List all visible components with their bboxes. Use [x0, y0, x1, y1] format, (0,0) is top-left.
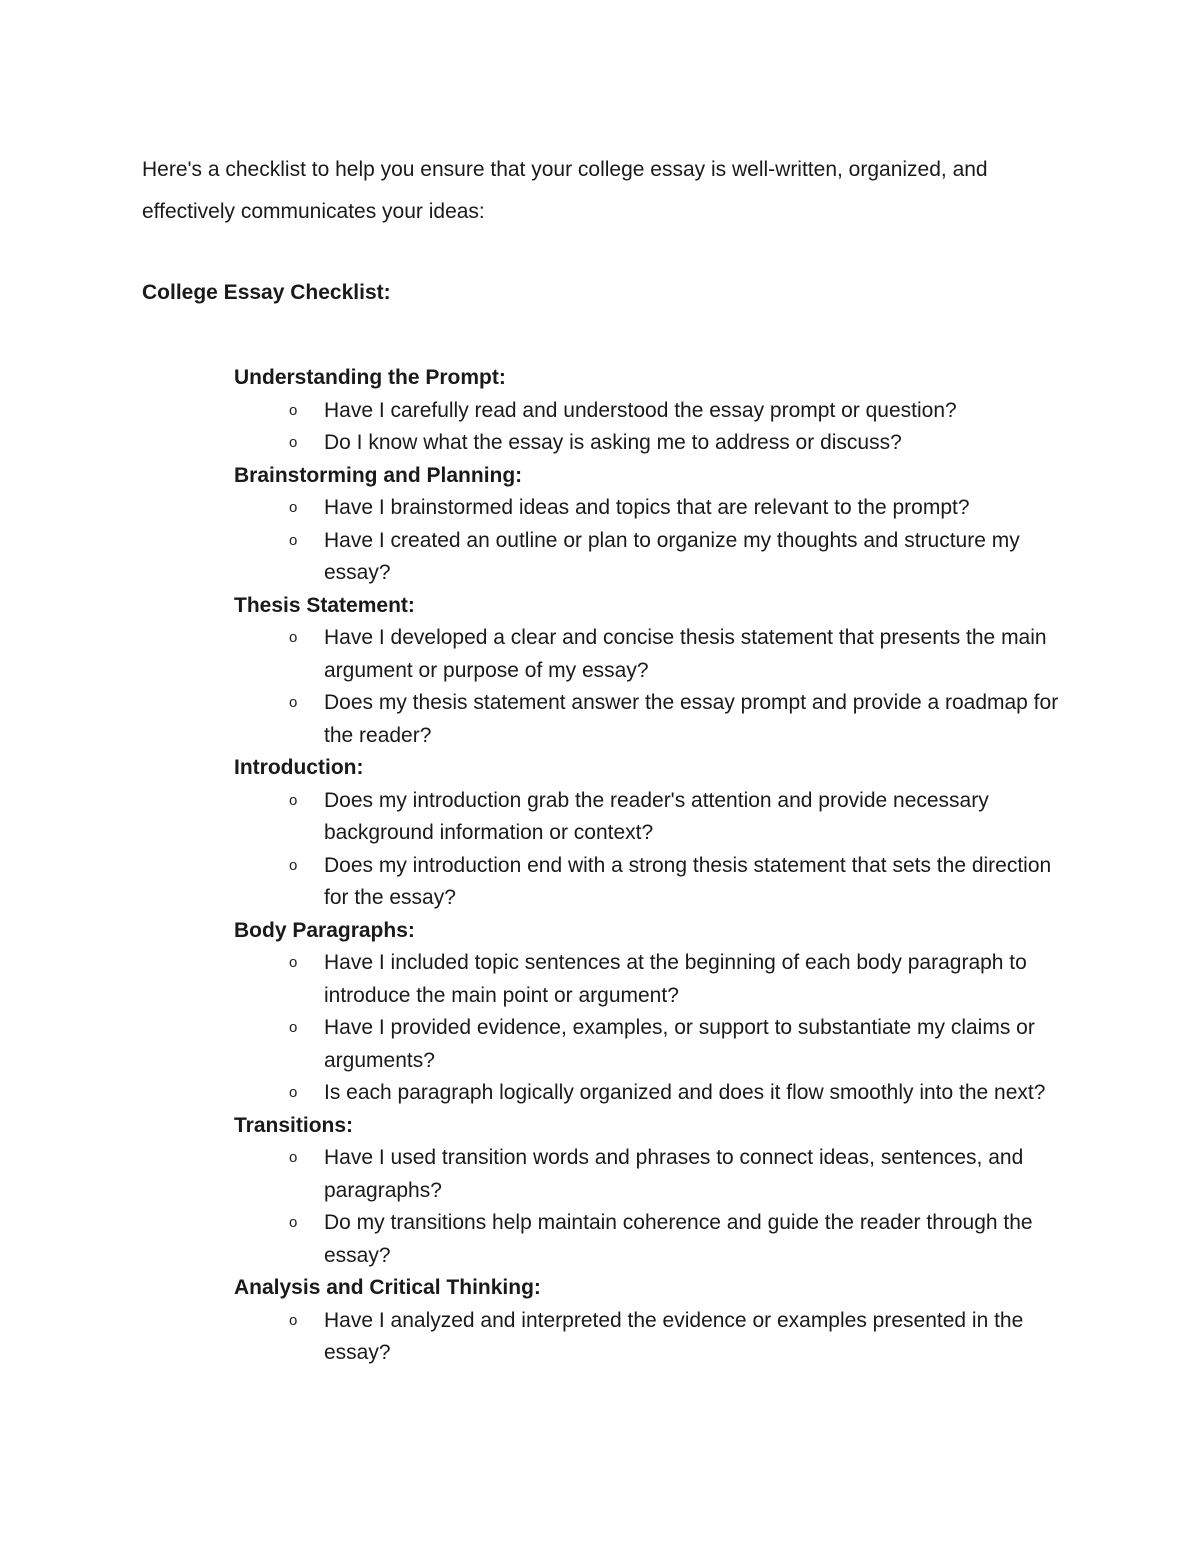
checklist-item-text: Have I carefully read and understood the essay prompt or question? [324, 398, 957, 422]
section-heading: Analysis and Critical Thinking: [234, 1276, 541, 1299]
section-heading: Understanding the Prompt: [234, 366, 506, 389]
hollow-circle-bullet-icon: o [289, 1311, 298, 1329]
checklist-item [234, 1142, 1074, 1207]
checklist-sections [234, 362, 1074, 1370]
hollow-circle-bullet-icon: o [289, 1149, 298, 1166]
hollow-circle-bullet-icon: o [289, 434, 298, 451]
checklist-section [234, 752, 1074, 915]
checklist-items [234, 1142, 1074, 1272]
checklist-item [234, 947, 1074, 1012]
section-heading: Introduction: [234, 756, 364, 779]
section-heading: Brainstorming and Planning: [234, 463, 523, 487]
section-heading: Body Paragraphs: [234, 918, 415, 942]
checklist-item-text: Have I used transition words and phrases to connect ideas, sentences, and paragraphs? [324, 1146, 1024, 1202]
hollow-circle-bullet-icon: o [289, 1019, 298, 1036]
checklist-item [234, 850, 1074, 915]
checklist-item-text: Have I analyzed and interpreted the evidence or examples presented in the essay? [324, 1308, 1024, 1364]
section-heading: Transitions: [234, 1113, 354, 1137]
hollow-circle-bullet-icon: o [289, 531, 298, 549]
checklist-item-text: Do I know what the essay is asking me to address or discuss? [324, 431, 902, 454]
checklist-items [234, 947, 1074, 1110]
checklist-section [234, 1110, 1074, 1273]
checklist-item-text: Does my thesis statement answer the essay prompt and provide a roadmap for the reader? [324, 691, 1059, 747]
checklist-item [234, 622, 1074, 687]
checklist-item [234, 1012, 1074, 1077]
checklist-item-text: Have I created an outline or plan to organize my thoughts and structure my essay? [324, 528, 1020, 584]
checklist-item [234, 1207, 1074, 1272]
checklist-item [234, 395, 1074, 428]
hollow-circle-bullet-icon: o [289, 954, 298, 971]
checklist-items [234, 492, 1074, 590]
checklist-item [234, 525, 1074, 590]
hollow-circle-bullet-icon: o [289, 401, 298, 419]
intro-paragraph: Here's a checklist to help you ensure that your college essay is well-written, organized, and effectively communicates your ideas: [142, 158, 988, 223]
checklist-items [234, 395, 1074, 460]
checklist-items [234, 622, 1074, 752]
hollow-circle-bullet-icon: o [289, 791, 298, 809]
checklist-item [234, 687, 1074, 752]
checklist-item [234, 492, 1074, 525]
checklist-item-text: Have I provided evidence, examples, or support to substantiate my claims or arguments? [324, 1016, 1035, 1072]
checklist-section [234, 590, 1074, 753]
checklist-item [234, 1077, 1074, 1110]
checklist-item [234, 427, 1074, 460]
section-heading: Thesis Statement: [234, 593, 415, 617]
checklist-item [234, 1305, 1074, 1370]
checklist-item [234, 785, 1074, 850]
hollow-circle-bullet-icon: o [289, 629, 298, 646]
checklist-item-text: Does my introduction grab the reader's attention and provide necessary background information or context? [324, 788, 989, 844]
checklist-item-text: Have I developed a clear and concise thesis statement that presents the main argument or purpose of my essay? [324, 626, 1047, 682]
checklist-item-text: Do my transitions help maintain coherence and guide the reader through the essay? [324, 1211, 1033, 1267]
checklist-section [234, 915, 1074, 1110]
hollow-circle-bullet-icon: o [289, 694, 298, 711]
hollow-circle-bullet-icon: o [289, 1214, 298, 1231]
checklist-section [234, 460, 1074, 590]
checklist-item-text: Have I included topic sentences at the beginning of each body paragraph to introduce the main point or argument? [324, 951, 1027, 1007]
checklist-title: College Essay Checklist: [142, 281, 391, 304]
checklist-item-text: Does my introduction end with a strong thesis statement that sets the direction for the essay? [324, 853, 1052, 909]
checklist-item-text: Is each paragraph logically organized and does it flow smoothly into the next? [324, 1081, 1046, 1104]
checklist-section [234, 1272, 1074, 1370]
checklist-items [234, 1305, 1074, 1370]
hollow-circle-bullet-icon: o [289, 499, 298, 516]
hollow-circle-bullet-icon: o [289, 1084, 298, 1101]
hollow-circle-bullet-icon: o [289, 856, 298, 874]
checklist-items [234, 785, 1074, 915]
checklist-section [234, 362, 1074, 460]
checklist-item-text: Have I brainstormed ideas and topics that are relevant to the prompt? [324, 496, 970, 519]
